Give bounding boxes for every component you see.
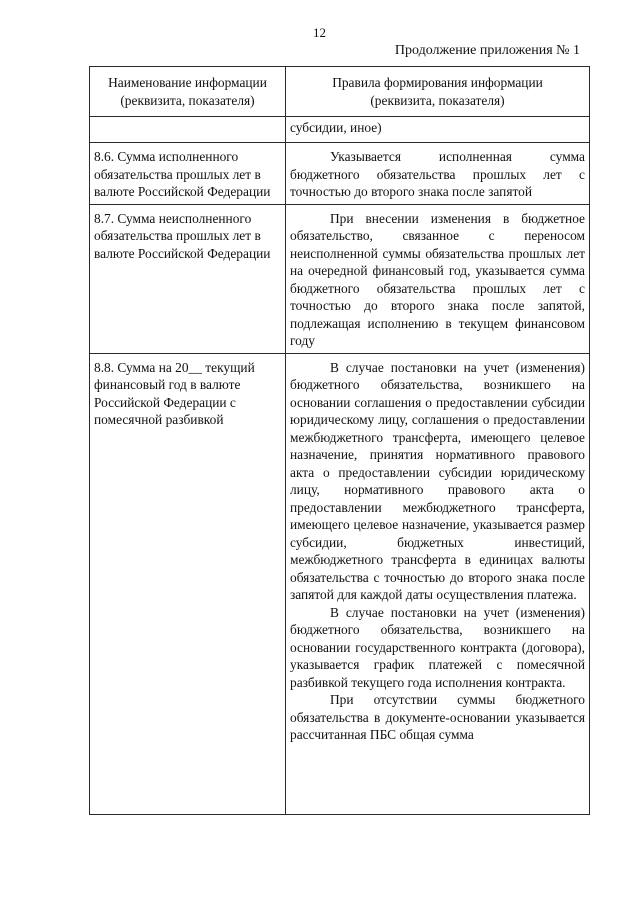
row-name-cell — [90, 117, 286, 143]
appendix-continuation-note: Продолжение приложения № 1 — [394, 43, 580, 58]
column-header-name-line2: (реквизита, показателя) — [120, 92, 255, 108]
rule-paragraph: При отсутствии суммы бюджетного обязательства в документе-основании указывается рассчитанная ПБС общая сумма — [290, 692, 585, 742]
column-header-rules — [286, 67, 590, 117]
row-name-cell: 8.6. Сумма исполненного обязательства прошлых лет в валюте Российской Федерации — [90, 143, 286, 205]
table-row — [90, 143, 590, 205]
rule-paragraph: При внесении изменения в бюджетное обязательство, связанное с переносом неисполненной суммы обязательства прошлых лет на очередной финансовый год, указывается сумма бюджетного обязательства прошлых лет с точностью до второго знака после запятой, подлежащая исполнению в текущем финансовом году — [290, 210, 585, 348]
table-row — [90, 117, 590, 143]
table-header-row — [90, 67, 590, 117]
rule-paragraph: Указывается исполненная сумма бюджетного обязательства прошлых лет с точностью до второго знака после запятой — [290, 149, 585, 199]
rule-paragraph: субсидии, иное) — [290, 120, 382, 135]
rule-paragraph: В случае постановки на учет (изменения) бюджетного обязательства, возникшего на основании соглашения о предоставлении субсидии юридическому лицу, соглашения о предоставлении межбюджетного трансферта, имеющего целевое назначение, принятия нормативного правового акта о предоставлении субсидии юридическому лицу, нормативного правового акта о предоставлении межбюджетного трансферта, имеющего целевое назначение, указывается размер субсидии, бюджетных инвестиций, межбюджетного трансферта в единицах валюты обязательства с точностью до второго знака после запятой для каждой даты осуществления платежа. — [290, 359, 585, 602]
rule-paragraph: В случае постановки на учет (изменения) бюджетного обязательства, возникшего на основании государственного контракта (договора), указывается график платежей с помесячной разбивкой текущего года исполнения контракта. — [290, 604, 585, 690]
page-number: 12 — [313, 25, 326, 40]
row-name-cell: 8.7. Сумма неисполненного обязательства прошлых лет в валюте Российской Федерации — [90, 204, 286, 353]
column-header-rules-line2: (реквизита, показателя) — [370, 92, 505, 108]
row-rule-cell — [286, 143, 590, 205]
column-header-rules-line1: Правила формирования информации — [332, 75, 543, 90]
row-rule-cell — [286, 353, 590, 814]
row-rule-cell — [286, 204, 590, 353]
table-row — [90, 204, 590, 353]
information-rules-table — [89, 66, 590, 815]
row-rule-cell — [286, 117, 590, 143]
row-name-cell: 8.8. Сумма на 20__ текущий финансовый год в валюте Российской Федерации с помесячной разбивкой — [90, 353, 286, 814]
table-row — [90, 353, 590, 814]
column-header-name — [90, 67, 286, 117]
column-header-name-line1: Наименование информации — [108, 75, 267, 90]
